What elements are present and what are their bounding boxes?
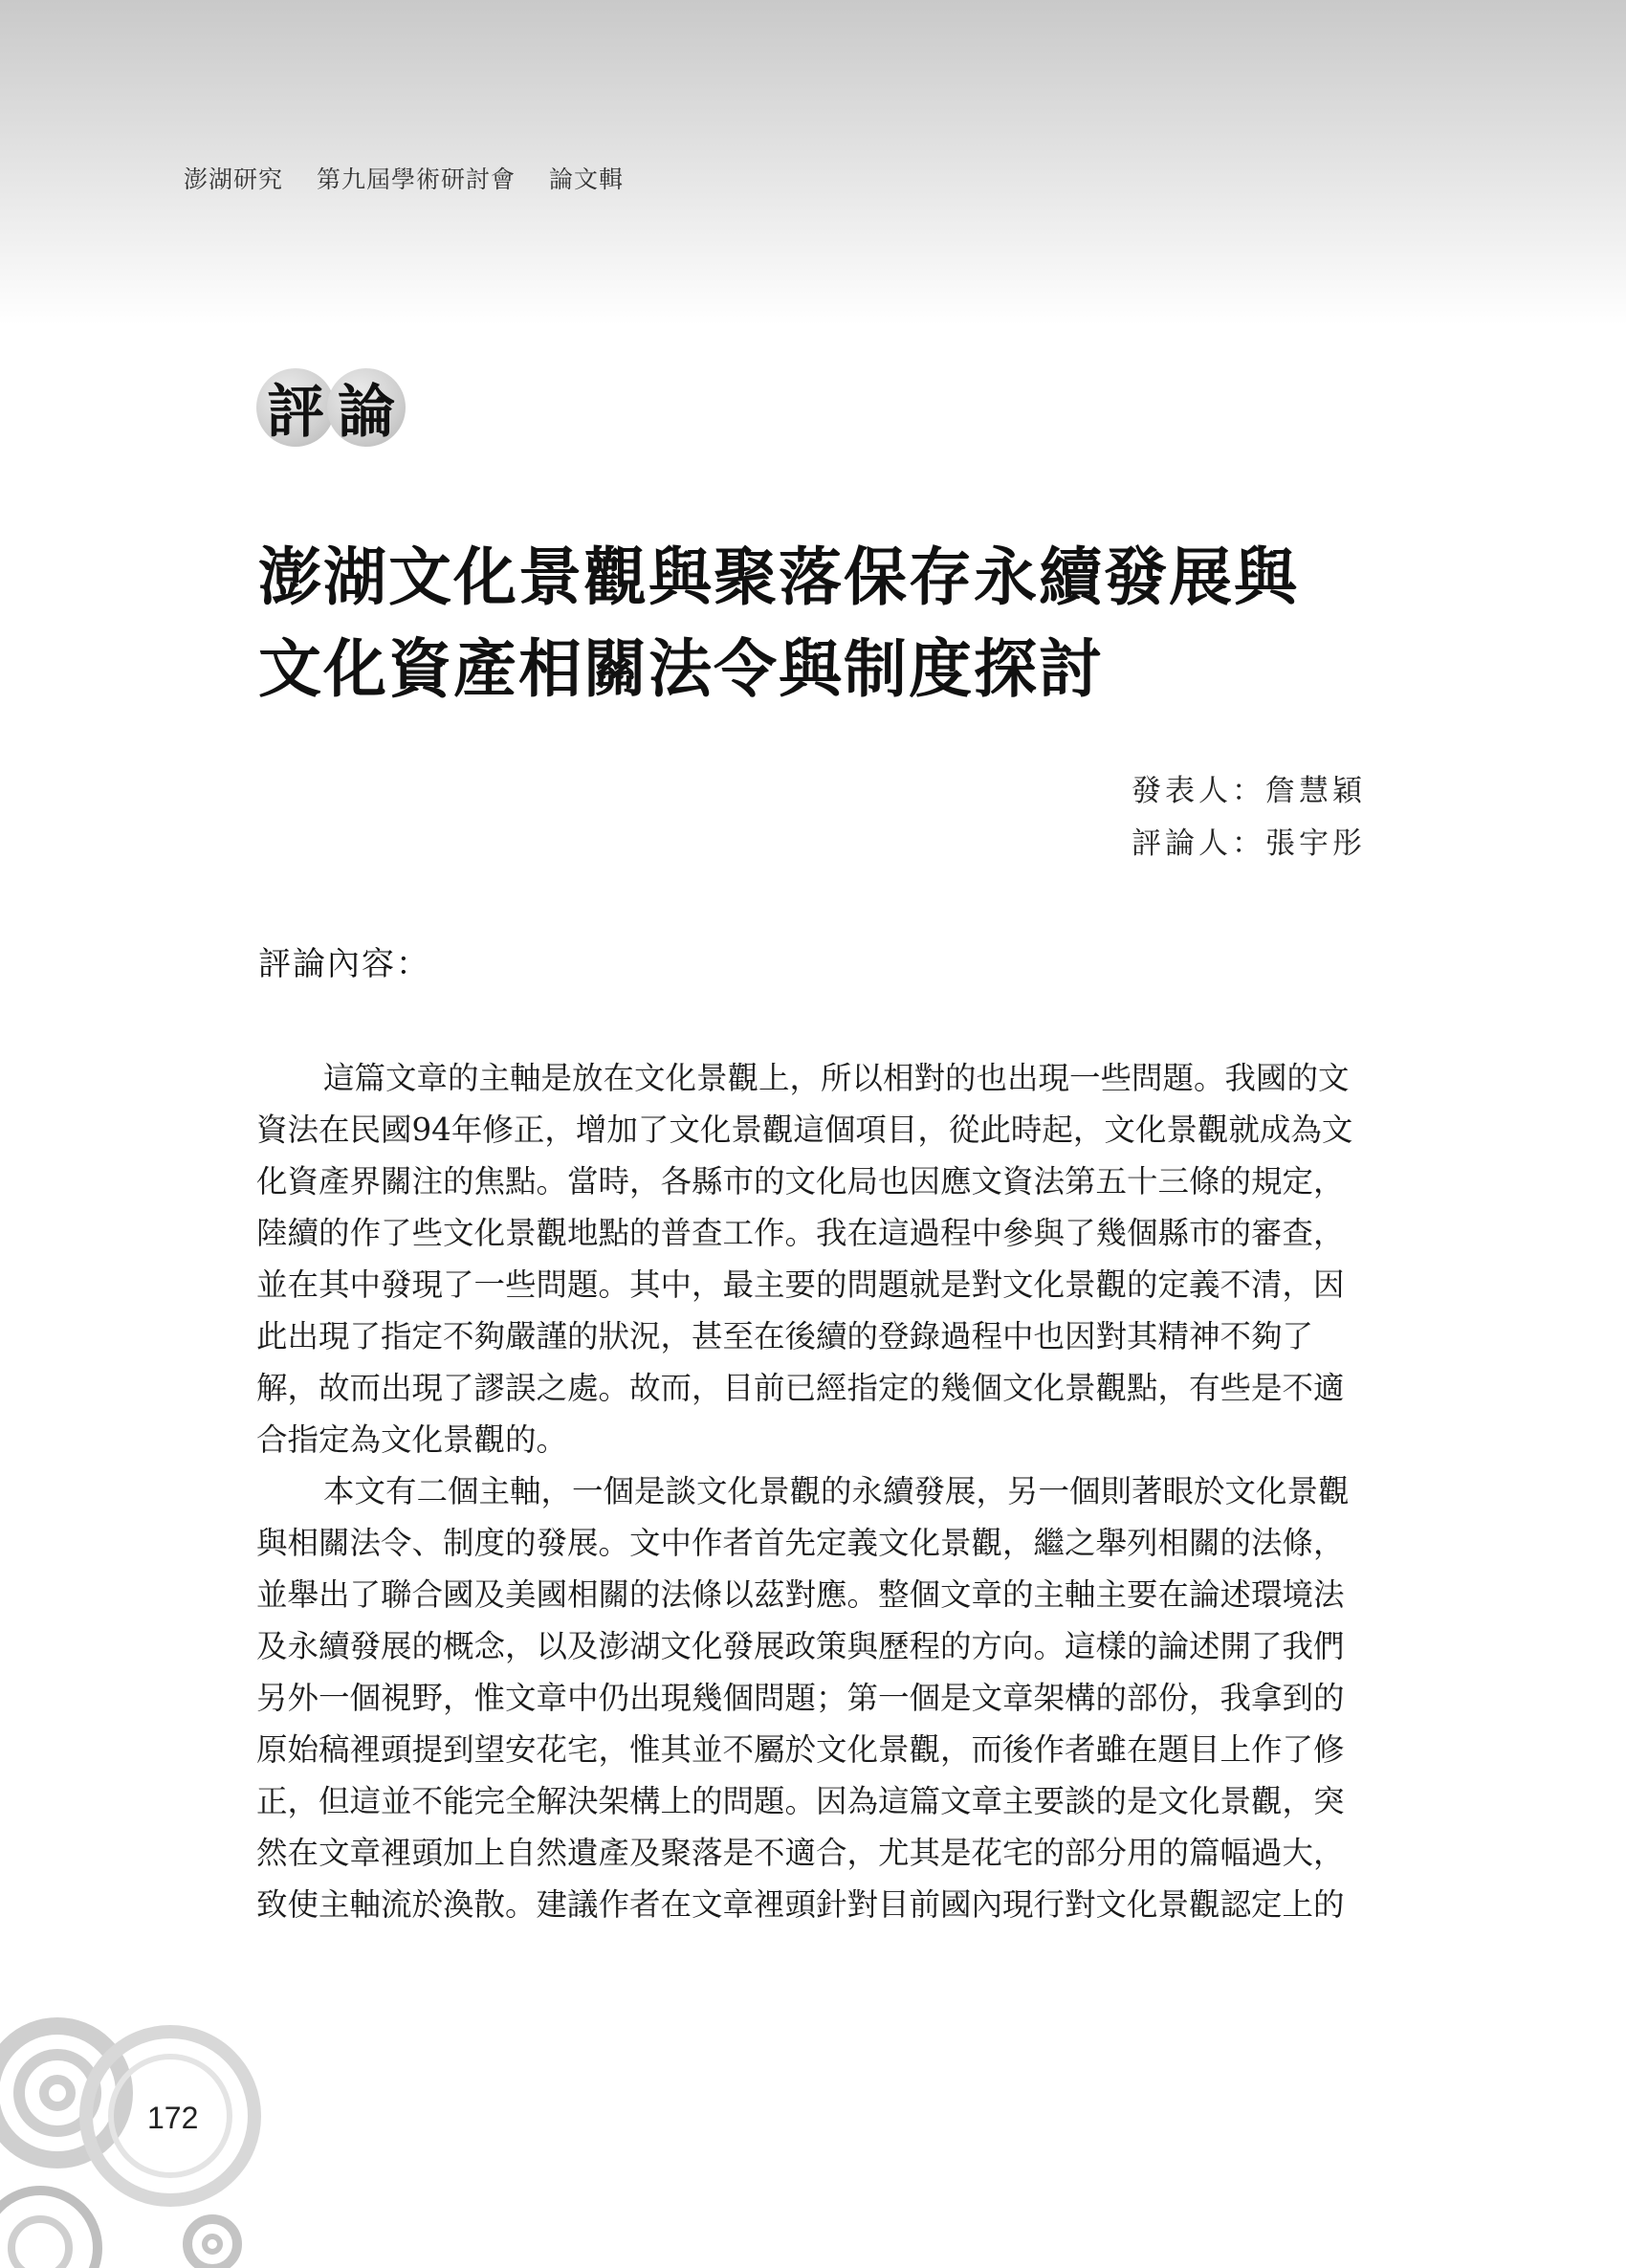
title-line-2: 文化資產相關法令與制度探討: [258, 631, 1104, 706]
badge-char-2: 論: [327, 368, 406, 447]
body-line: 這篇文章的主軸是放在文化景觀上，所以相對的也出現一些問題。我國的文: [323, 1060, 1350, 1096]
page-number: 172: [147, 2101, 199, 2135]
body-line: 資法在民國94年修正，增加了文化景觀這個項目，從此時起，文化景觀就成為文: [256, 1112, 1353, 1148]
credits: [1132, 765, 1366, 870]
body-line: 另外一個視野，惟文章中仍出現幾個問題；第一個是文章架構的部份，我拿到的: [256, 1680, 1345, 1716]
journal-name: 澎湖研究: [184, 165, 284, 193]
body-line: 解，故而出現了謬誤之處。故而，目前已經指定的幾個文化景觀點，有些是不適: [256, 1370, 1345, 1406]
running-head: [184, 161, 648, 195]
body-line: 致使主軸流於渙散。建議作者在文章裡頭針對目前國內現行對文化景觀認定上的: [256, 1886, 1345, 1923]
section-badge: [256, 368, 398, 447]
badge-char-1: 評: [256, 368, 335, 447]
body-line: 原始稿裡頭提到望安花宅，惟其並不屬於文化景觀，而後作者雖在題目上作了修: [256, 1731, 1345, 1768]
body-line: 合指定為文化景觀的。: [256, 1421, 568, 1458]
body-text: [256, 1052, 1371, 1930]
body-line: 此出現了指定不夠嚴謹的狀況，甚至在後續的登錄過程中也因對其精神不夠了: [256, 1318, 1314, 1354]
body-line: 與相關法令、制度的發展。文中作者首先定義文化景觀，繼之舉列相關的法條，: [256, 1525, 1345, 1561]
body-line: 並舉出了聯合國及美國相關的法條以茲對應。整個文章的主軸主要在論述環境法: [256, 1576, 1345, 1613]
body-line: 陸續的作了些文化景觀地點的普查工作。我在這過程中參與了幾個縣市的審查，: [256, 1215, 1345, 1251]
paper-title: [258, 531, 1299, 715]
commentator: 評論人：張宇彤: [1132, 826, 1366, 861]
ornament-ring: [11, 2219, 69, 2268]
body-line: 並在其中發現了一些問題。其中，最主要的問題就是對文化景觀的定義不清，因: [256, 1266, 1345, 1303]
presenter: 發表人：詹慧穎: [1132, 774, 1366, 808]
comment-heading: 評論內容：: [258, 945, 430, 983]
body-line: 及永續發展的概念，以及澎湖文化發展政策與歷程的方向。這樣的論述開了我們: [256, 1628, 1345, 1664]
body-line: 然在文章裡頭加上自然遺產及聚落是不適合，尤其是花宅的部分用的篇幅過大，: [256, 1835, 1345, 1871]
body-line: 正，但這並不能完全解決架構上的問題。因為這篇文章主要談的是文化景觀，突: [256, 1783, 1345, 1819]
body-line: 化資產界關注的焦點。當時，各縣市的文化局也因應文資法第五十三條的規定，: [256, 1163, 1345, 1200]
page-ornament: [0, 2009, 287, 2268]
title-line-1: 澎湖文化景觀與聚落保存永續發展與: [258, 539, 1299, 614]
event-name: 第九屆學術研討會: [316, 165, 516, 193]
ornament-ring: [187, 2219, 237, 2268]
collection-name: 論文輯: [548, 165, 624, 193]
body-line: 本文有二個主軸，一個是談文化景觀的永續發展，另一個則著眼於文化景觀: [323, 1473, 1350, 1509]
ornament-ring: [44, 2080, 71, 2106]
ornament-ring: [205, 2236, 220, 2252]
